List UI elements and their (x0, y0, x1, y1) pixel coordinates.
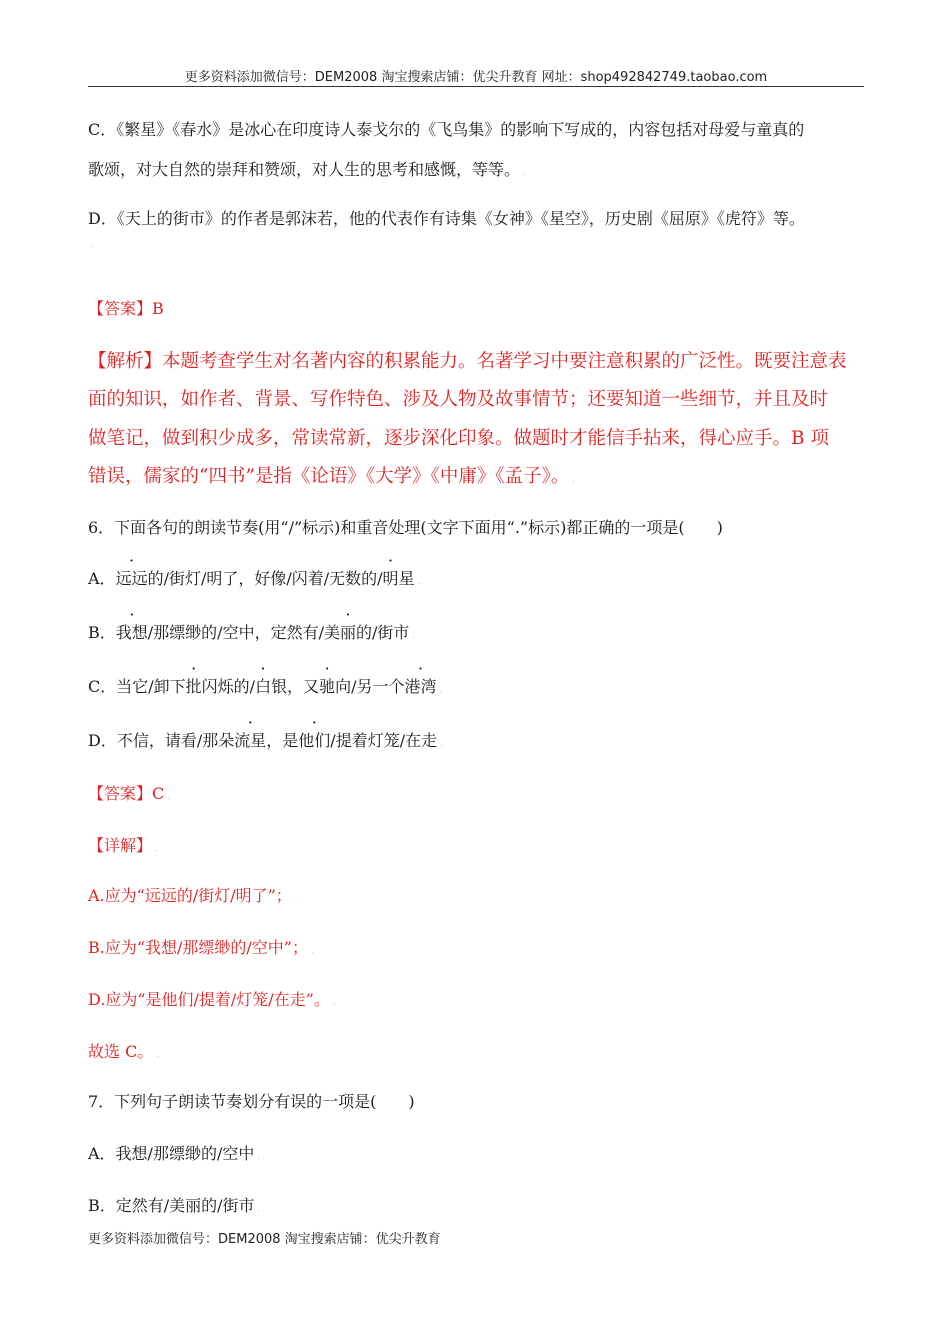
answer-value: B (152, 299, 164, 318)
emphasis-mark: 远远 (115, 569, 148, 588)
q5-analysis-line1: 【解析】本题考查学生对名著内容的积累能力。名著学习中要注意积累的广泛性。既要注意表 (88, 351, 847, 372)
emphasis-mark: 驰 (319, 677, 336, 696)
page-footer: 更多资料添加微信号：DEM2008 淘宝搜索店铺：优尖升教育 (88, 1232, 441, 1247)
q6-detail-b: B.应为“我想/那缥缈的/空中”； . (88, 938, 314, 957)
q6-detail-tag: 【详解】 . (88, 836, 158, 855)
q5-option-c-line1: C．《繁星》《春水》是冰心在印度诗人泰戈尔的《飞鸟集》的影响下写成的，内容包括对母爱与童真的 (88, 120, 805, 139)
q6-option-d: D．不信，请看/那朵流星，是他们/提着灯笼/在走 . (88, 728, 443, 751)
page-header: 更多资料添加微信号：DEM2008 淘宝搜索店铺：优尖升教育 网址：shop492842749.taobao.com (184, 70, 768, 85)
q5-analysis-line3: 做笔记，做到积少成多，常读常新，逐步深化印象。做题时才能信手拈来，得心应手。B 项 (88, 428, 829, 449)
answer-tag: 【答案】 (88, 299, 153, 318)
emphasis-mark: 他们 (298, 731, 331, 750)
q6-detail-a: A.应为“远远的/街灯/明了”； . (88, 886, 298, 905)
q5-answer: 【答案】B . (88, 299, 170, 318)
q6-detail-d: D.应为“是他们/提着/灯笼/在走”。 . (88, 990, 336, 1009)
q5-analysis-line2: 面的知识，如作者、背景、写作特色、涉及人物及故事情节；还要知道一些细节，并且及时 (88, 389, 829, 410)
q6-answer: 【答案】C . (88, 784, 170, 803)
emphasis-mark: 我想 (115, 623, 148, 642)
q7-option-b: B．定然有/美丽的/街市 . (88, 1196, 261, 1215)
answer-tag: 【答案】 (88, 784, 153, 803)
q6-stem: 6．下面各句的朗读节奏(用“/”标示)和重音处理(文字下面用“.”标示)都正确的一项是( ) (88, 518, 723, 537)
q6-conclusion: 故选 C。 . (88, 1042, 159, 1061)
q5-paragraph-mark: . (91, 240, 94, 249)
emphasis-mark: 港湾 (404, 677, 437, 696)
q6-option-a: A．远远的/街灯/明了，好像/闪着/无数的/明星 . (88, 566, 420, 589)
q5-analysis-line4: 错误，儒家的“四书”是指《论语》《大学》《中庸》《孟子》。 . (88, 466, 575, 487)
emphasis-mark: 明 (382, 569, 399, 588)
emphasis-mark: 白 (255, 677, 272, 696)
emphasis-mark: 美丽的 (323, 623, 372, 642)
answer-value: C (152, 784, 165, 803)
q6-option-c: C．当它/· 卸下批闪烁的/白银，又驰向/另一个港湾 . (88, 674, 442, 697)
emphasis-mark: · 卸下批闪烁 (154, 674, 234, 697)
header-rule (88, 86, 864, 87)
q7-stem: 7．下列句子朗读节奏划分有误的一项是( ) (88, 1092, 415, 1111)
q5-option-c-line2: 歌颂，对大自然的崇拜和赞颂，对人生的思考和感慨，等等。 . (88, 160, 526, 179)
q6-option-b: B．我想/那缥缈的/空中，定然有/美丽的/街市 . (88, 620, 415, 643)
q7-option-a: A．我想/那缥缈的/空中 . (88, 1144, 260, 1163)
emphasis-mark: 流星 (234, 731, 267, 750)
analysis-tag: 【解析】 (88, 351, 163, 372)
q5-option-d: D．《天上的街市》的作者是郭沫若，他的代表作有诗集《女神》《星空》，历史剧《屈原》《虎符》等。 (88, 209, 805, 228)
